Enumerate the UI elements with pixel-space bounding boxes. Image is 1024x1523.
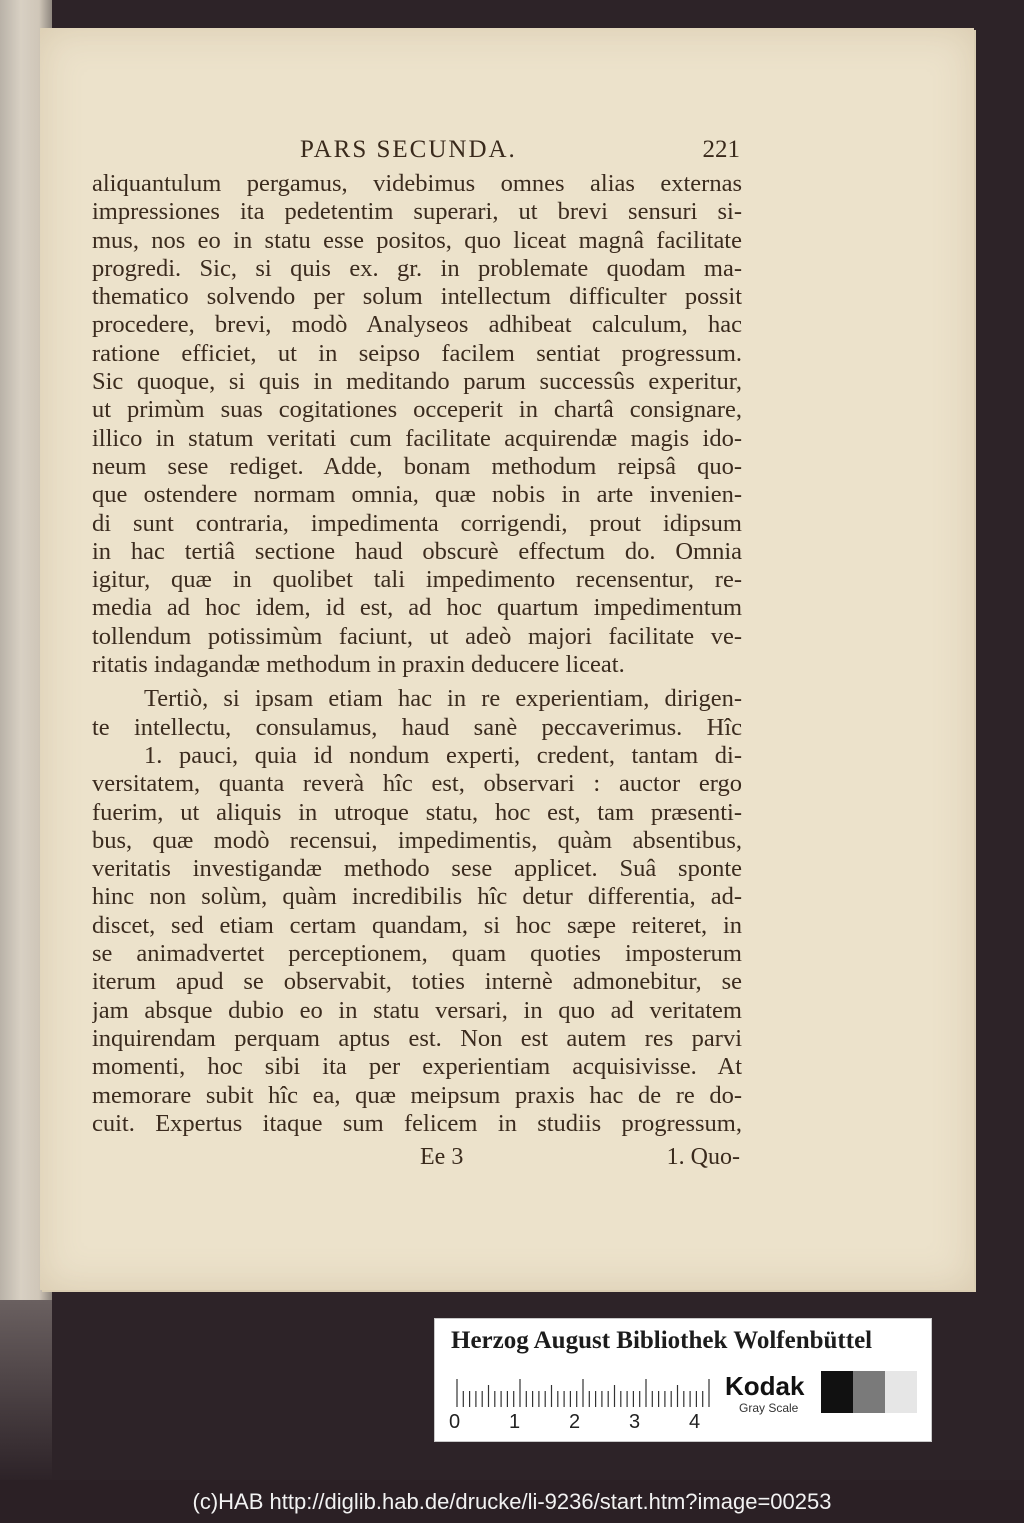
text-line: bus, quæ modò recensui, impedimentis, quàm absentibus, bbox=[92, 826, 742, 854]
kodak-logo-text: Kodak bbox=[725, 1371, 805, 1401]
text-line: ut primùm suas cogitationes occeperit in chartâ consignare, bbox=[92, 396, 742, 424]
ruler-number: 3 bbox=[629, 1411, 641, 1433]
page-number: 221 bbox=[702, 136, 740, 163]
body-text bbox=[92, 170, 742, 1138]
gray-swatch-mid bbox=[853, 1371, 885, 1413]
text-line: aliquantulum pergamus, videbimus omnes alias externas bbox=[92, 170, 742, 197]
gray-swatch-dark bbox=[821, 1371, 853, 1413]
ruler-number: 0 bbox=[449, 1411, 461, 1433]
gray-scale-swatches bbox=[821, 1371, 917, 1413]
text-line: thematico solvendo per solum intellectum difficulter possit bbox=[92, 283, 742, 311]
gray-swatch-light bbox=[885, 1371, 917, 1413]
text-line: progredi. Sic, si quis ex. gr. in problemate quodam ma- bbox=[92, 254, 742, 282]
previous-page-shadow bbox=[0, 1300, 52, 1480]
catchword: 1. Quo- bbox=[666, 1144, 740, 1170]
page-footer bbox=[400, 1144, 740, 1176]
text-line: Sic quoque, si quis in meditando parum successûs experitur, bbox=[92, 368, 742, 396]
library-color-card bbox=[434, 1318, 932, 1442]
scale-ruler bbox=[453, 1377, 715, 1407]
ruler-number: 2 bbox=[569, 1411, 581, 1433]
ruler-numbers bbox=[449, 1411, 729, 1437]
text-line: illico in statum veritati cum facilitate acquirendæ magis ido- bbox=[92, 424, 742, 452]
ruler-number: 4 bbox=[689, 1411, 701, 1433]
text-line: inquirendam perquam aptus est. Non est autem res parvi bbox=[92, 1024, 742, 1052]
text-line: jam absque dubio eo in statu versari, in quo ad veritatem bbox=[92, 996, 742, 1024]
text-line: memorare subit hîc ea, quæ meipsum praxis hac de re do- bbox=[92, 1081, 742, 1109]
text-line: se animadvertet perceptionem, quam quoties imposterum bbox=[92, 940, 742, 968]
library-name: Herzog August Bibliothek Wolfenbüttel bbox=[451, 1327, 873, 1354]
text-line: tollendum potissimùm faciunt, ut adeò majori facilitate ve- bbox=[92, 622, 742, 650]
text-line: Tertiò, si ipsam etiam hac in re experientiam, dirigen- bbox=[144, 685, 742, 713]
text-line: mus, nos eo in statu esse positos, quo liceat magnâ facilitate bbox=[92, 226, 742, 254]
text-line: ritatis indagandæ methodum in praxin deducere liceat. bbox=[92, 651, 625, 679]
text-line: te intellectu, consulamus, haud sanè peccaverimus. Hîc bbox=[92, 713, 742, 741]
text-line: in hac tertiâ sectione haud obscurè effectum do. Omnia bbox=[92, 537, 742, 565]
text-line: media ad hoc idem, id est, ad hoc quartum impedimentum bbox=[92, 594, 742, 622]
running-title: PARS SECUNDA. bbox=[300, 136, 517, 163]
ruler-number: 1 bbox=[509, 1411, 521, 1433]
text-line: procedere, brevi, modò Analyseos adhibeat calculum, hac bbox=[92, 311, 742, 339]
text-line: fuerim, ut aliquis in utroque statu, hoc est, tam præsenti- bbox=[92, 798, 742, 826]
running-header bbox=[300, 136, 740, 172]
text-line: momenti, hoc sibi ita per experientiam acquisivisse. At bbox=[92, 1053, 742, 1081]
text-line: 1. pauci, quia id nondum experti, credent, tantam di- bbox=[144, 741, 742, 769]
text-line: veritatis investigandæ methodo sese applicet. Suâ sponte bbox=[92, 855, 742, 883]
text-line: que ostendere normam omnia, quæ nobis in arte invenien- bbox=[92, 481, 742, 509]
text-line: discet, sed etiam certam quandam, si hoc sæpe reiteret, in bbox=[92, 911, 742, 939]
text-line: ratione efficiet, ut in seipso facilem sentiat progressum. bbox=[92, 339, 742, 367]
copyright-credit: (c)HAB http://diglib.hab.de/drucke/li-9236/start.htm?image=00253 bbox=[192, 1489, 832, 1514]
text-line: di sunt contraria, impedimenta corrigendi, prout idipsum bbox=[92, 509, 742, 537]
text-line: neum sese rediget. Adde, bonam methodum reipsâ quo- bbox=[92, 452, 742, 480]
text-line: iterum apud se observabit, toties internè admonebitur, se bbox=[92, 968, 742, 996]
text-line: impressiones ita pedetentim superari, ut brevi sensuri si- bbox=[92, 198, 742, 226]
gray-scale-caption: Gray Scale bbox=[739, 1401, 799, 1415]
text-line: versitatem, quanta reverà hîc est, observari : auctor ergo bbox=[92, 770, 742, 798]
text-line: hinc non solùm, quàm incredibilis hîc detur differentia, ad- bbox=[92, 883, 742, 911]
text-line: igitur, quæ in quolibet tali impedimento recensentur, re- bbox=[92, 566, 742, 594]
signature-mark: Ee 3 bbox=[420, 1144, 464, 1170]
text-line: cuit. Expertus itaque sum felicem in studiis progressum, bbox=[92, 1109, 742, 1137]
